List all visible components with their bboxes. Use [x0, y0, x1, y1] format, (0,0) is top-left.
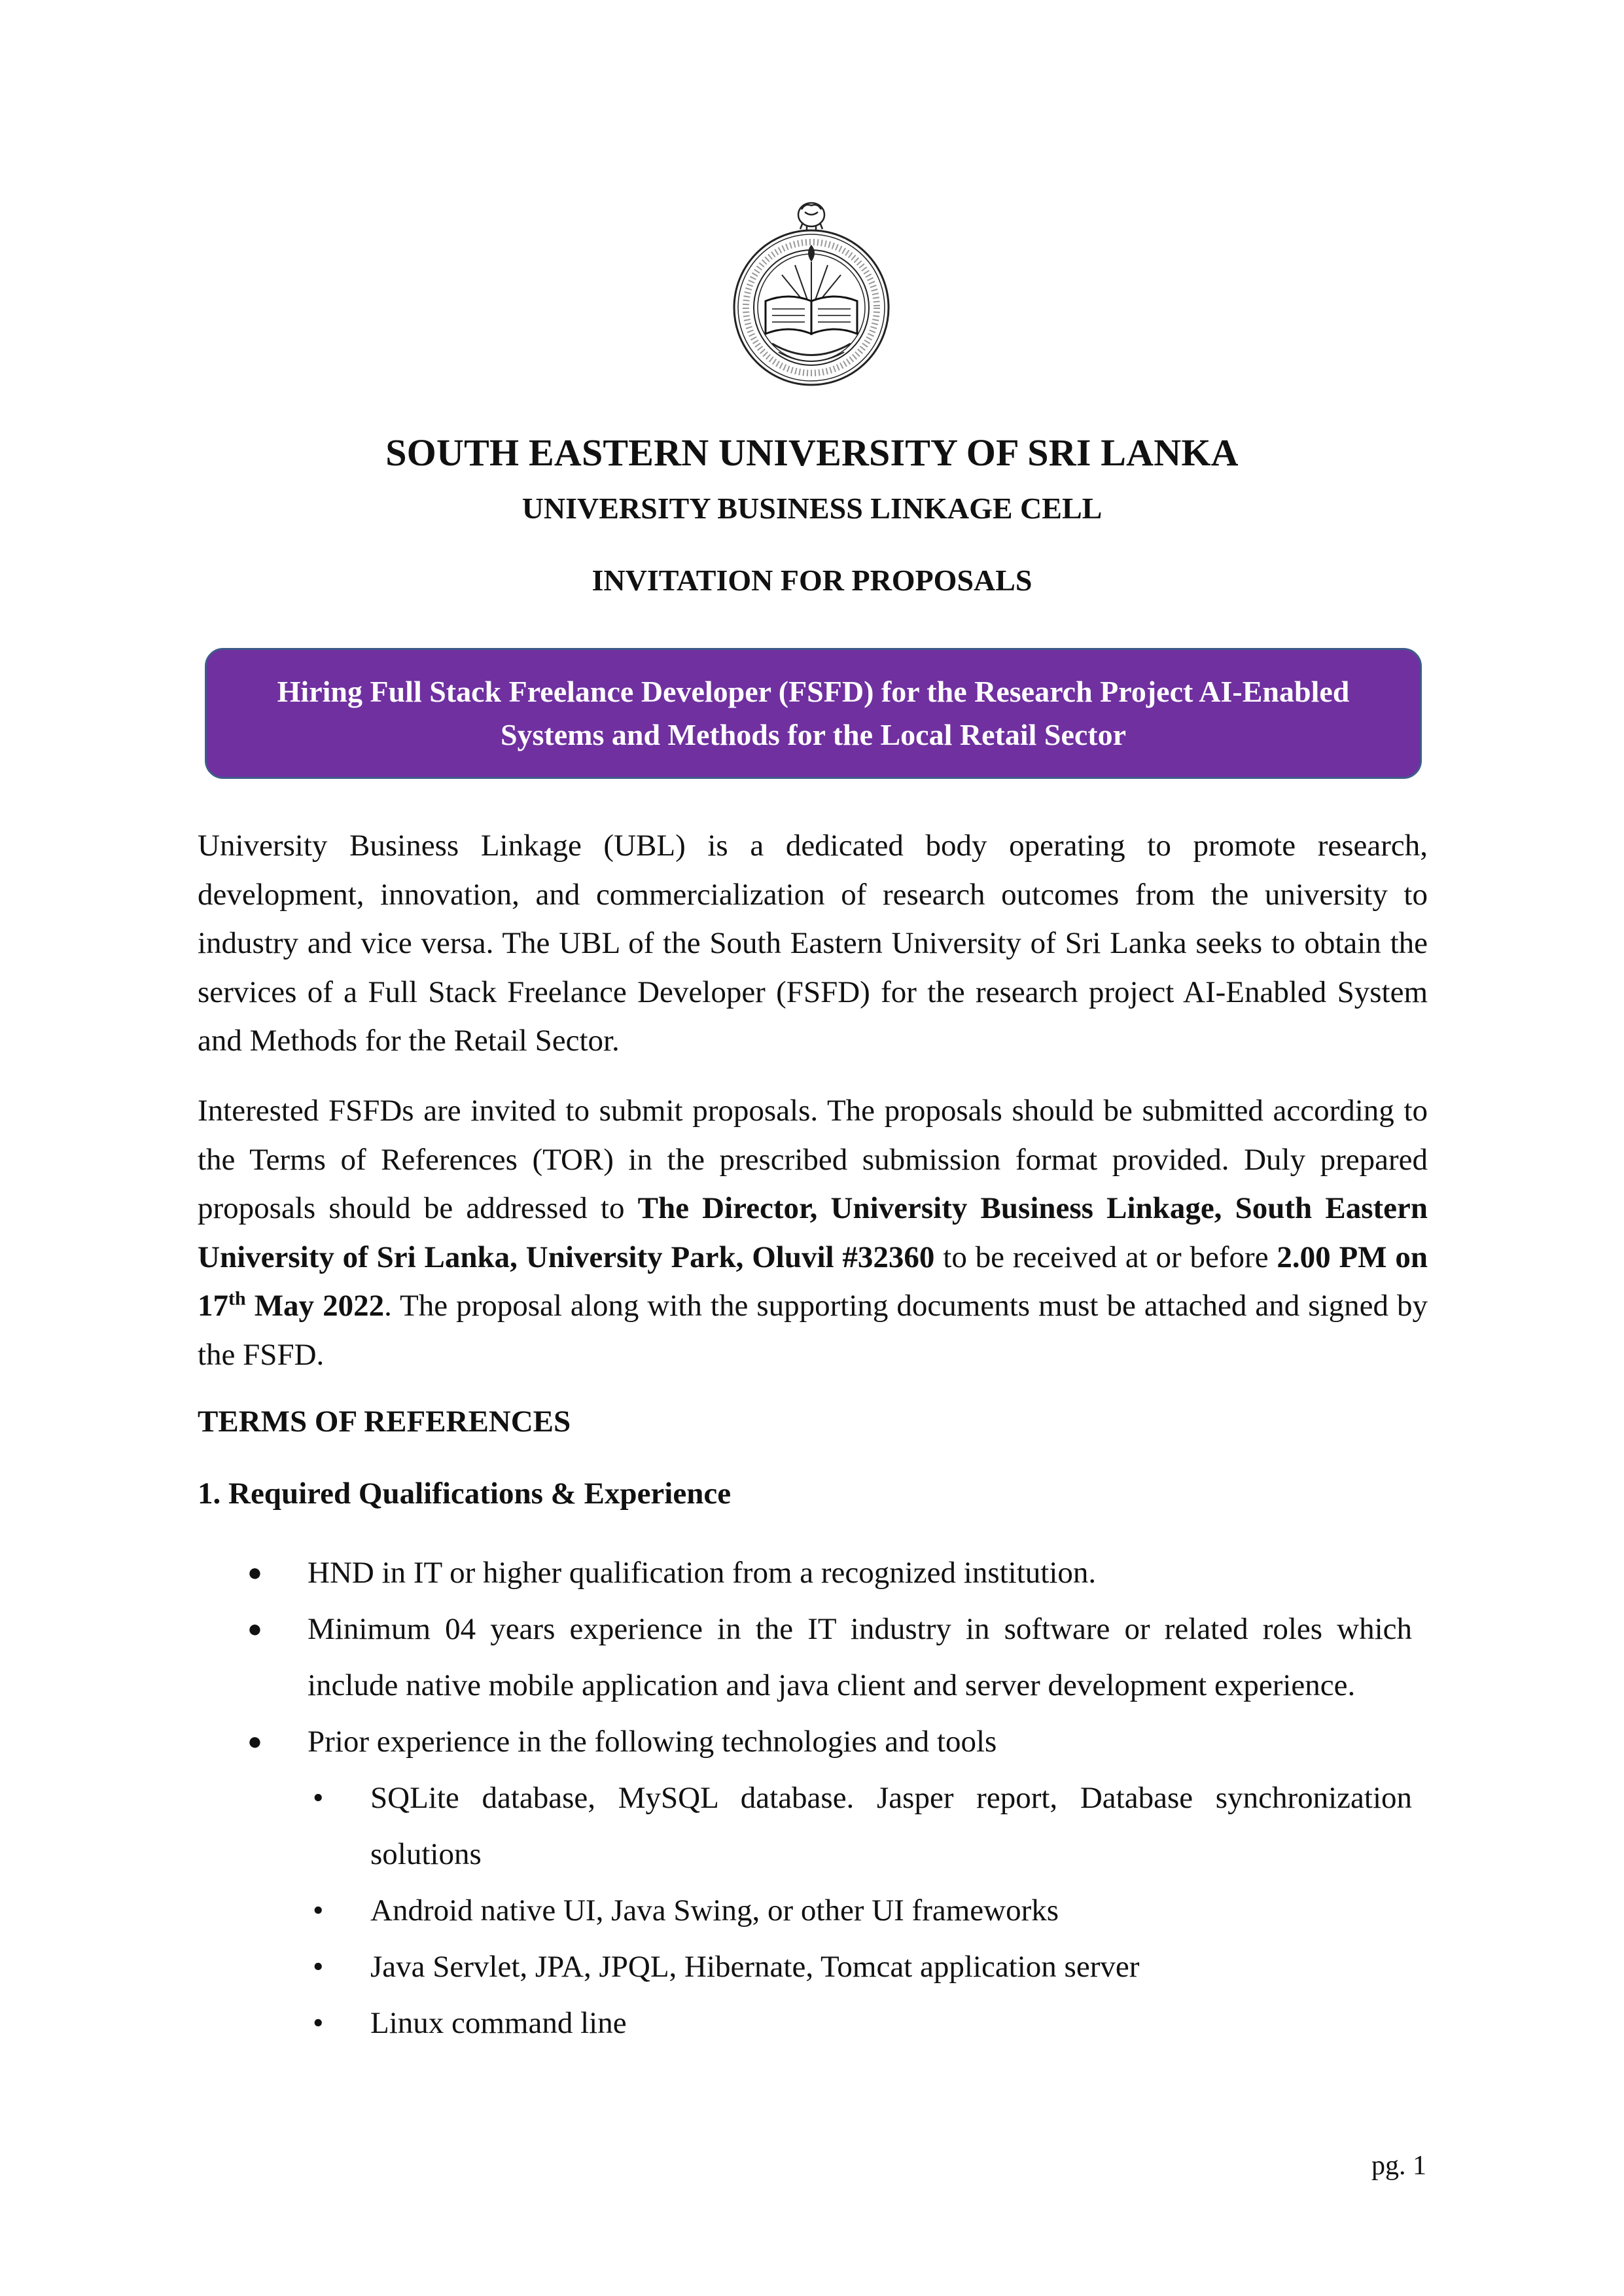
bullet-small-icon: •: [313, 1950, 324, 1984]
submission-paragraph: [198, 1086, 1428, 1379]
deadline-time: 2.00 PM on 17: [198, 1240, 1428, 1323]
project-banner: [205, 648, 1422, 779]
submission-text-c: . The proposal along with the supporting documents must be attached and signed by the FSFD.: [198, 1289, 1428, 1372]
technologies-list: [313, 1770, 1412, 2051]
banner-text: Hiring Full Stack Freelance Developer (FSFD) for the Research Project AI-Enabled Systems and Methods for the Local Retail Sector: [277, 675, 1350, 751]
list-item: [313, 1995, 1412, 2051]
requirements-heading: 1. Required Qualifications & Experience: [198, 1477, 732, 1511]
list-item: [313, 1770, 1412, 1882]
list-item: [313, 1882, 1412, 1939]
intro-paragraph: University Business Linkage (UBL) is a dedicated body operating to promote research, development, innovation, and commercialization of research outcomes from the university to industry and vice versa. The UBL of the South Eastern University of Sri Lanka seeks to obtain the services of a Full Stack Freelance Developer (FSFD) for the research project AI-Enabled System and Methods for the Retail Sector.: [198, 829, 1428, 1058]
bullet-small-icon: •: [313, 1781, 324, 1815]
list-item-text: Android native UI, Java Swing, or other UI frameworks: [370, 1893, 1059, 1928]
list-item: [313, 1939, 1412, 1995]
tor-heading: TERMS OF REFERENCES: [198, 1405, 571, 1439]
submission-address: The Director, University Business Linkage, South Eastern University of Sri Lanka, University Park, Oluvil #32360: [198, 1191, 1428, 1274]
requirements-list: [247, 1545, 1412, 2051]
cell-title: UNIVERSITY BUSINESS LINKAGE CELL: [521, 492, 1103, 525]
bullet-small-icon: •: [313, 2006, 324, 2040]
list-item-text: Minimum 04 years experience in the IT industry in software or related roles which include native mobile application and java client and server development experience.: [308, 1612, 1412, 1702]
university-title: SOUTH EASTERN UNIVERSITY OF SRI LANKA: [385, 431, 1239, 474]
bullet-small-icon: •: [313, 1893, 324, 1928]
invitation-title: INVITATION FOR PROPOSALS: [591, 564, 1033, 597]
submission-text-b: to be received at or before: [934, 1240, 1277, 1274]
submission-text-a: Interested FSFDs are invited to submit proposals. The proposals should be submitted according to the Terms of References (TOR) in the prescribed submission format provided. Duly prepared proposals should be addressed to: [198, 1094, 1428, 1225]
list-item-text: SQLite database, MySQL database. Jasper report, Database synchronization solutions: [370, 1781, 1412, 1871]
list-item-text: Linux command line: [370, 2006, 627, 2040]
list-item-text: Prior experience in the following technologies and tools: [308, 1725, 997, 1759]
list-item: [247, 1713, 1412, 1770]
list-item: [247, 1545, 1412, 1601]
deadline-month: May 2022: [245, 1289, 385, 1323]
list-item: [247, 1601, 1412, 1713]
list-item-text: Java Servlet, JPA, JPQL, Hibernate, Tomcat application server: [370, 1950, 1140, 1984]
page-number: pg. 1: [1371, 2151, 1426, 2181]
deadline-suffix: th: [228, 1287, 246, 1310]
bullet-dot-icon: ●: [247, 1559, 262, 1587]
bullet-dot-icon: ●: [247, 1615, 262, 1643]
bullet-dot-icon: ●: [247, 1728, 262, 1755]
university-seal-icon: [730, 196, 893, 393]
list-item-text: HND in IT or higher qualification from a recognized institution.: [308, 1556, 1097, 1590]
